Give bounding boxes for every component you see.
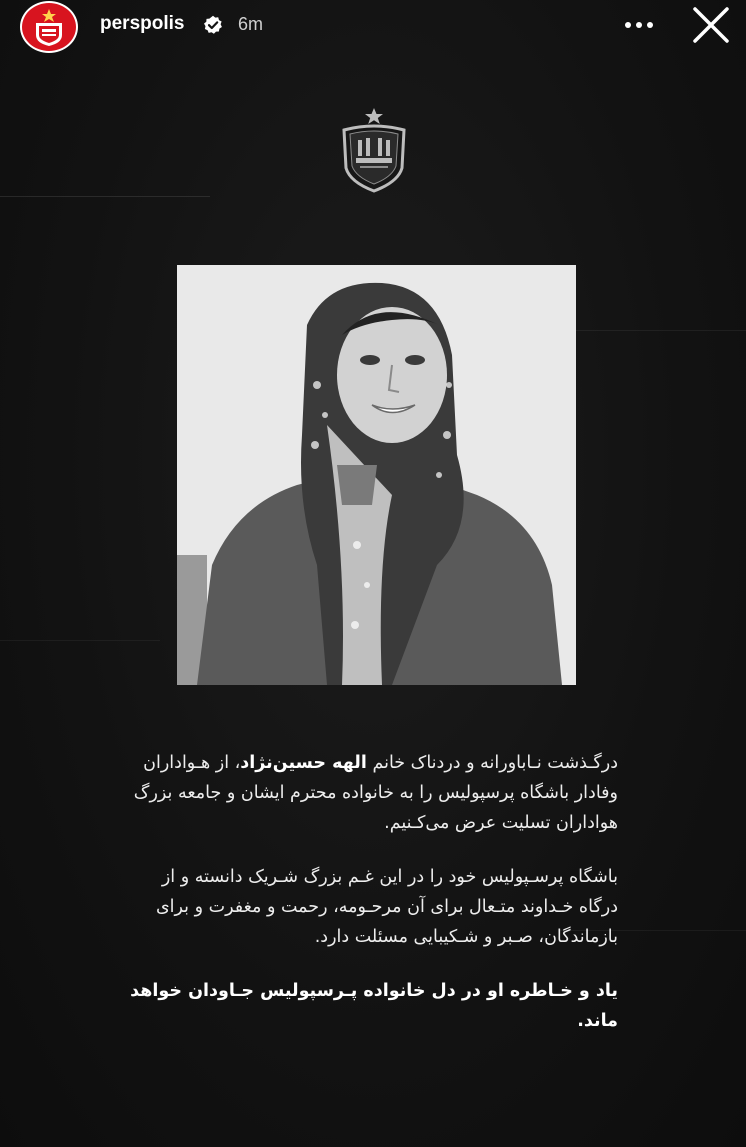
close-icon[interactable] — [690, 4, 732, 46]
paragraph-1 — [118, 748, 618, 838]
more-options-button[interactable] — [622, 12, 656, 38]
story-header — [0, 0, 746, 56]
post-time: 6m — [238, 14, 264, 34]
texture-line — [0, 640, 160, 641]
condolence-message — [118, 748, 618, 1060]
account-username[interactable]: perspolis — [100, 13, 185, 34]
verified-badge-icon — [203, 15, 223, 35]
portrait-image — [177, 265, 576, 685]
memorial-photo — [177, 265, 576, 685]
paragraph-1-intro: درگـذشت نـاباورانه و دردناک خانم — [366, 753, 618, 773]
profile-avatar[interactable] — [20, 1, 78, 53]
persepolis-crest-icon — [336, 106, 412, 194]
paragraph-1-rest: ، از هـواداران وفادار باشگاه پرسپولیس را به خانواده محترم ایشان و جامعه بزرگ هواداران تسلیت عرض می‌کـنیم. — [133, 753, 618, 833]
paragraph-3: یاد و خـاطره او در دل خانواده پـرسپولیس جـاودان خواهد ماند. — [130, 981, 618, 1031]
deceased-name: الهه حسین‌نژاد — [240, 753, 367, 773]
texture-line — [0, 196, 210, 197]
more-options-icon — [624, 21, 654, 29]
paragraph-2: باشگاه پرسـپولیس خود را در این غـم بزرگ شـریک دانسته و از درگاه خـداوند متـعال برای آن مرحـومه، رحمت و مغفرت و برای بازماندگان، صـبر و شـکیبایی مسئلت دارد. — [155, 867, 618, 947]
persepolis-logo-icon — [32, 7, 66, 47]
